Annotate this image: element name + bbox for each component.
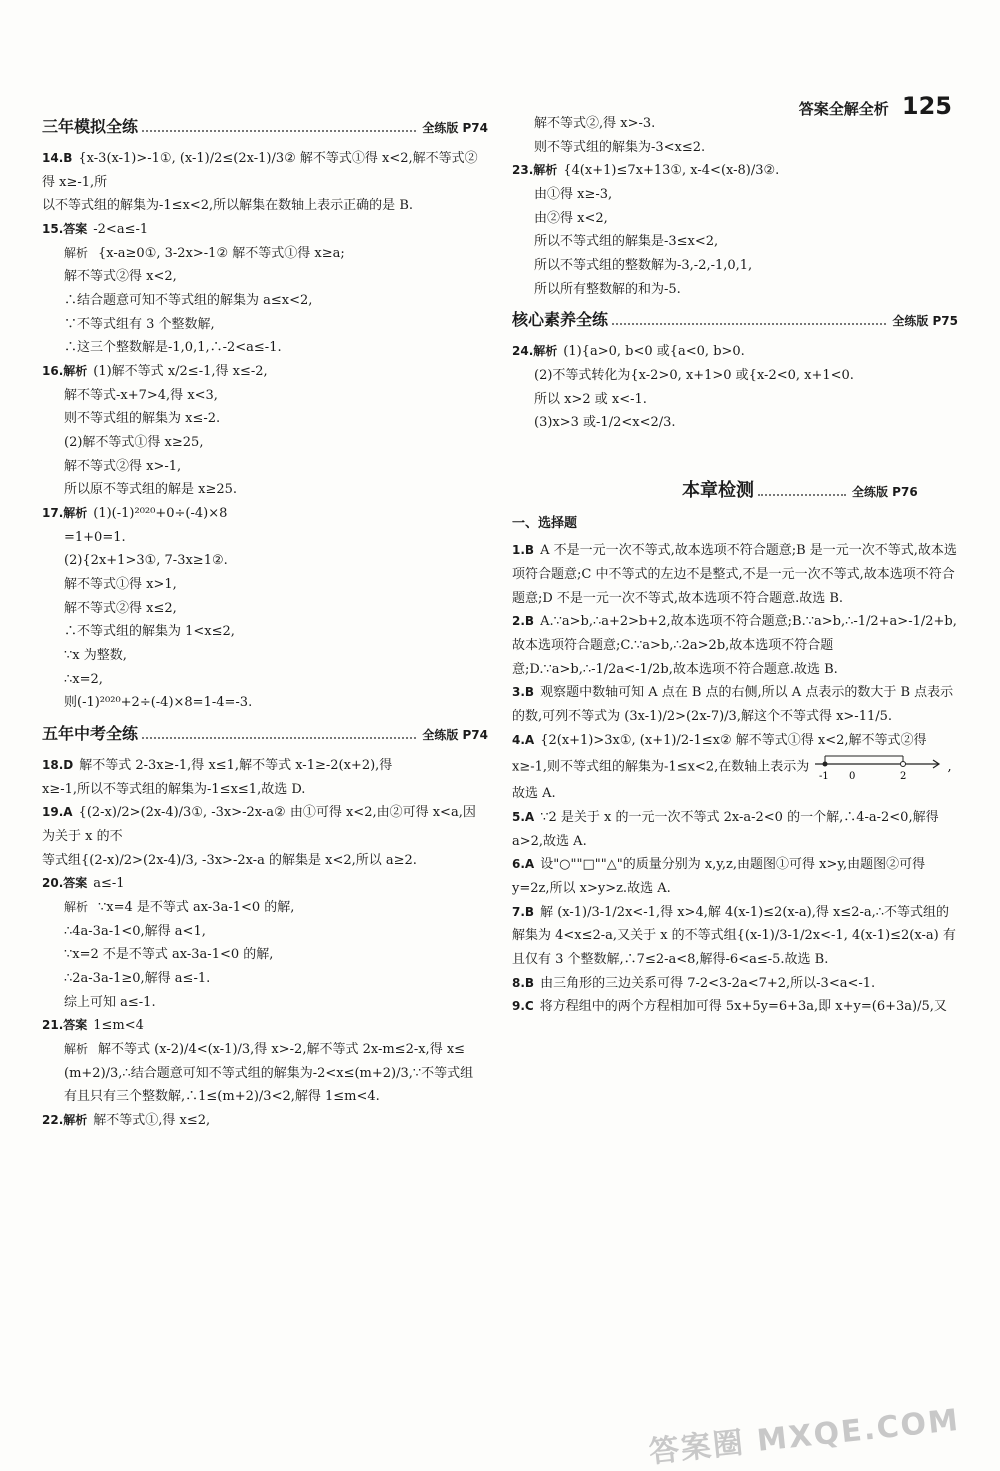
answer-line: {4(x+1)≤7x+13①, x-4<(x-8)/3②. xyxy=(563,163,780,179)
leader-dots xyxy=(612,323,886,325)
analysis-label: 解析 xyxy=(64,1041,89,1056)
answer-line: {x-3(x-1)>-1①, (x-1)/2≤(2x-1)/3② 解不等式①得 x<2,解不等式②得 x≥-1,所 xyxy=(42,151,478,190)
question-23 xyxy=(512,159,958,301)
choice-answer-4 xyxy=(512,729,958,806)
chapter-test-heading xyxy=(682,475,958,508)
leader-dots xyxy=(142,737,416,739)
answer-line: 则不等式组的解集为 x≤-2. xyxy=(64,411,221,427)
tick-label: 2 xyxy=(900,771,907,783)
question-number: 19.A xyxy=(42,805,73,820)
choice-answer-1 xyxy=(512,539,958,610)
section-version: 全练版 P75 xyxy=(892,314,958,329)
left-column xyxy=(42,108,488,1132)
answer-value: a≤-1 xyxy=(93,876,125,892)
answer-line: 解不等式②,得 x>-3. xyxy=(534,116,656,131)
site-watermark: 答案圈 MXQE.COM xyxy=(647,1402,962,1471)
answer-line: x≥-1,所以不等式组的解集为-1≤x≤1,故选 D. xyxy=(42,781,306,797)
answer-line: ∵x 为整数, xyxy=(64,647,127,663)
answer-line: {(2-x)/2>(2x-4)/3①, -3x>-2x-a② 由①可得 x<2,由②可得 x<a,因为关于 x 的不 xyxy=(42,805,476,844)
section-heading xyxy=(512,305,958,334)
answer-line: ∴结合题意可知不等式组的解集为 a≤x<2, xyxy=(64,293,313,309)
answer-line: ∴不等式组的解集为 1<x≤2, xyxy=(64,624,235,640)
answer-value: -2<a≤-1 xyxy=(93,222,149,238)
answer-text: 由三角形的三边关系可得 7-2<3-2a<7+2,所以-3<a<-1. xyxy=(540,975,876,991)
answer-line: 解不等式 2-3x≥-1,得 x≤1,解不等式 x-1≥-2(x+2),得 xyxy=(79,757,393,773)
answer-text: A.∵a>b,∴a+2>b+2,故本选项不符合题意;B.∵a>b,∴-1/2+a>-1/2+b,故本选项符合题意;C.∵a>b,∴2a>2b,故本选项不符合题意;D.∵a>b,∴-1/2a<-1/2b,故本选项不符合题意.故选 B. xyxy=(512,614,957,677)
analysis-label: 解析 xyxy=(64,245,89,260)
header-title: 答案全解全析 xyxy=(798,100,889,118)
question-18 xyxy=(42,754,488,801)
answer-line: ∴2a-3a-1≥0,解得 a≤-1. xyxy=(64,970,211,986)
question-24 xyxy=(512,340,958,435)
answer-line: 所以不等式组的解集是-3≤x<2, xyxy=(534,234,719,250)
question-number: 14.B xyxy=(42,151,73,166)
answer-line: (2){2x+1>3①, 7-3x≥1②. xyxy=(64,553,228,569)
choice-answer-6 xyxy=(512,853,958,900)
section-title: 三年模拟全练 xyxy=(42,117,139,136)
answer-line: 则(-1)²⁰²⁰+2÷(-4)×8=1-4=-3. xyxy=(64,695,253,711)
section-heading xyxy=(42,719,488,748)
question-number: 6.A xyxy=(512,857,535,872)
question-number: 15.答案 xyxy=(42,222,88,237)
question-number: 2.B xyxy=(512,614,535,629)
question-number: 24.解析 xyxy=(512,344,558,359)
answer-line: (1){a>0, b<0 或{a<0, b>0. xyxy=(563,344,745,360)
part-heading: 一、选择题 xyxy=(512,515,578,531)
answer-line: 由②得 x<2, xyxy=(534,210,608,226)
question-number: 20.答案 xyxy=(42,876,88,891)
answer-line: 解不等式 (x-2)/4<(x-1)/3,得 x>-2,解不等式 2x-m≤2-x,得 x≤ xyxy=(98,1041,466,1057)
choice-answer-5 xyxy=(512,806,958,853)
answer-text: A 不是一元一次不等式,故本选项不符合题意;B 是一元一次不等式,故本选项符合题意;C 中不等式的左边不是整式,不是一元一次不等式,故本选项不符合题意;D 不是一元一次不等式,故本选项不符合题意.故选 B. xyxy=(512,543,957,606)
choice-answer-7 xyxy=(512,901,958,972)
question-17 xyxy=(42,502,488,715)
choice-answer-9 xyxy=(512,995,958,1019)
question-number: 4.A xyxy=(512,732,535,747)
answer-line: 解不等式①得 x>1, xyxy=(64,576,177,592)
section-title: 核心素养全练 xyxy=(512,310,609,330)
answer-text-tail: ,故选 A. xyxy=(512,759,952,802)
answer-line: ∴x=2, xyxy=(64,671,103,687)
answer-line: 所以 x>2 或 x<-1. xyxy=(534,391,647,407)
answer-line: 解不等式②得 x≤2, xyxy=(64,600,177,616)
answer-line: (2)不等式转化为{x-2>0, x+1>0 或{x-2<0, x+1<0. xyxy=(534,368,854,384)
answer-line: 等式组{(2-x)/2>(2x-4)/3, -3x>-2x-a 的解集是 x<2,所以 a≥2. xyxy=(42,852,417,868)
leader-dots xyxy=(142,130,416,132)
answer-line: ∵x=2 不是不等式 ax-3a-1<0 的解, xyxy=(64,947,274,963)
question-number: 7.B xyxy=(512,904,535,919)
answer-line: 综上可知 a≤-1. xyxy=(64,994,156,1010)
section-version: 全练版 P76 xyxy=(852,484,918,499)
answer-text: ∵2 是关于 x 的一元一次不等式 2x-a-2<0 的一个解,∴4-a-2<0,解得 a>2,故选 A. xyxy=(512,809,939,849)
question-21 xyxy=(42,1014,488,1109)
choice-answer-8 xyxy=(512,972,958,996)
answer-line: ∴4a-3a-1<0,解得 a<1, xyxy=(64,923,206,939)
answer-line: 以不等式组的解集为-1≤x<2,所以解集在数轴上表示正确的是 B. xyxy=(42,198,414,214)
answer-line: 解不等式②得 x>-1, xyxy=(64,458,182,474)
page-number: 125 xyxy=(901,92,952,120)
question-number: 9.C xyxy=(512,999,534,1014)
answer-line: (1)解不等式 x/2≤-1,得 x≤-2, xyxy=(93,364,268,380)
answer-line: 所以所有整数解的和为-5. xyxy=(534,281,681,297)
answer-line: ∵x=4 是不等式 ax-3a-1<0 的解, xyxy=(98,899,295,915)
closed-point xyxy=(823,762,828,767)
answer-line: 解不等式-x+7>4,得 x<3, xyxy=(64,387,218,403)
answer-line: (m+2)/3,∴结合题意可知不等式组的解集为-2<x≤(m+2)/3,∵不等式组 xyxy=(64,1065,474,1081)
question-number: 22.解析 xyxy=(42,1112,88,1127)
answer-line: =1+0=1. xyxy=(64,529,126,545)
answer-text: 解 (x-1)/3-1/2x<-1,得 x>4,解 4(x-1)≤2(x-a),得 x≤2-a,∴不等式组的解集为 4<x≤2-a,又关于 x 的不等式组{(x-1)/3-1/2x<-1, 4(x-1)≤2(x-a) 有且仅有 3 个整数解,∴7≤2-a<8,解得-6<a≤-5.故选 B. xyxy=(512,904,956,967)
question-number: 16.解析 xyxy=(42,364,88,379)
answer-text: {2(x+1)>3x①, (x+1)/2-1≤x② 解不等式①得 x<2,解不等式②得 x≥-1,则不等式组的解集为-1≤x<2,在数轴上表示为 xyxy=(512,732,927,775)
question-number: 18.D xyxy=(42,757,74,772)
leader-dots xyxy=(758,494,846,496)
number-line-figure xyxy=(813,752,943,782)
answer-line: (2)解不等式①得 x≥25, xyxy=(64,434,204,450)
question-20 xyxy=(42,872,488,1014)
question-14 xyxy=(42,147,488,218)
answer-value: 1≤m<4 xyxy=(93,1018,144,1034)
answer-line: (3)x>3 或-1/2<x<2/3. xyxy=(534,415,676,431)
answer-line: 所以原不等式组的解是 x≥25. xyxy=(64,482,238,498)
tick-label: -1 xyxy=(819,771,830,783)
question-number: 3.B xyxy=(512,685,535,700)
analysis-label: 解析 xyxy=(64,899,89,914)
question-15 xyxy=(42,218,488,360)
question-22 xyxy=(42,1109,488,1133)
answer-line: ∴这三个整数解是-1,0,1,∴-2<a≤-1. xyxy=(64,340,282,356)
question-number: 1.B xyxy=(512,543,535,558)
answer-line: 解不等式①,得 x≤2, xyxy=(93,1112,211,1128)
answer-line: 有且只有三个整数解,∴1≤(m+2)/3<2,解得 1≤m<4. xyxy=(64,1089,380,1105)
tick-label: 0 xyxy=(849,771,856,783)
section-title: 本章检测 xyxy=(682,479,754,501)
question-number: 23.解析 xyxy=(512,163,558,178)
section-version: 全练版 P74 xyxy=(422,727,488,742)
answer-line: ∵不等式组有 3 个整数解, xyxy=(64,316,215,332)
question-number: 17.解析 xyxy=(42,505,88,520)
choice-answer-2 xyxy=(512,610,958,681)
answer-text: 设"○""□""△"的质量分别为 x,y,z,由题图①可得 x>y,由题图②可得 y=2z,所以 x>y>z.故选 A. xyxy=(512,857,926,896)
answer-line: 解不等式②得 x<2, xyxy=(64,269,177,285)
open-point xyxy=(901,762,906,767)
question-number: 8.B xyxy=(512,975,535,990)
question-16 xyxy=(42,360,488,502)
answer-text: 将方程组中的两个方程相加可得 5x+5y=6+3a,即 x+y=(6+3a)/5,又 xyxy=(539,999,947,1015)
answer-line: {x-a≥0①, 3-2x>-1② 解不等式①得 x≥a; xyxy=(98,245,345,261)
answer-line: 则不等式组的解集为-3<x≤2. xyxy=(534,139,706,155)
answer-line: 由①得 x≥-3, xyxy=(534,186,613,202)
answer-line: (1)(-1)²⁰²⁰+0÷(-4)×8 xyxy=(93,505,228,521)
section-heading xyxy=(42,112,488,141)
section-version: 全练版 P74 xyxy=(422,121,488,135)
answer-text: 观察题中数轴可知 A 点在 B 点的右侧,所以 A 点表示的数大于 B 点表示的数,可列不等式为 (3x-1)/2>(2x-7)/3,解这个不等式得 x>-11/5. xyxy=(512,685,954,724)
right-column xyxy=(512,112,958,1019)
section-title: 五年中考全练 xyxy=(42,723,139,743)
answer-line: 所以不等式组的整数解为-3,-2,-1,0,1, xyxy=(534,257,753,273)
choice-answer-3 xyxy=(512,681,958,728)
question-19 xyxy=(42,801,488,872)
question-number: 5.A xyxy=(512,809,535,824)
question-number: 21.答案 xyxy=(42,1018,88,1033)
